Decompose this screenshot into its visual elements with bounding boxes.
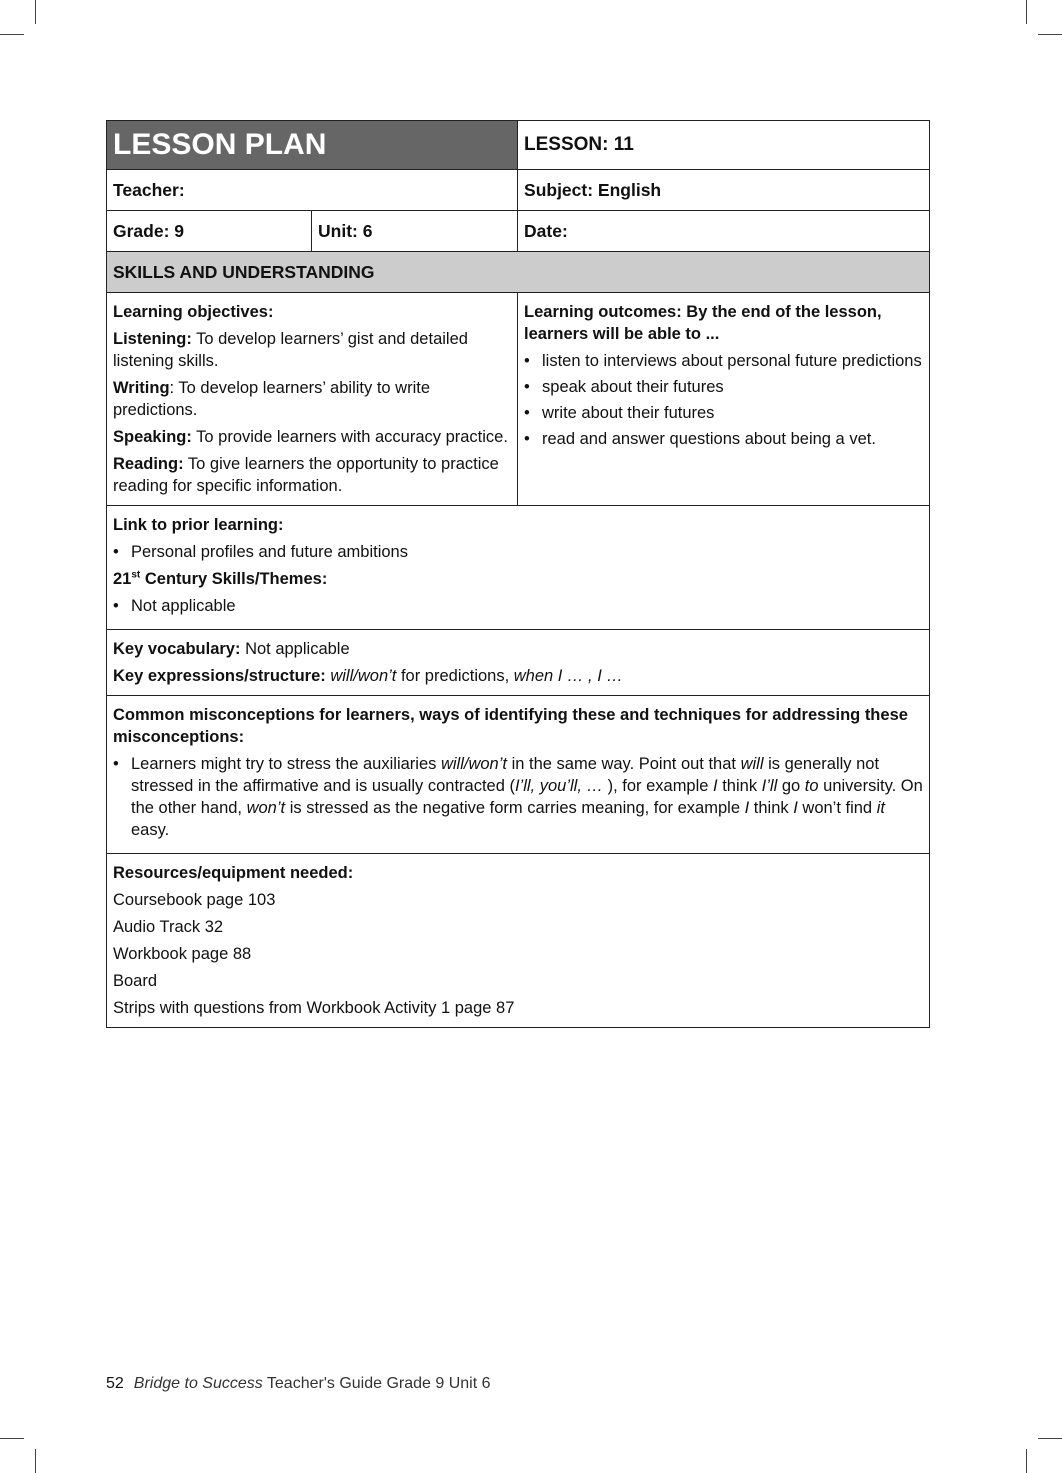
date-field: Date: — [518, 211, 930, 252]
prior-learning — [107, 506, 930, 630]
century-skills-heading: 21st Century Skills/Themes: — [113, 569, 328, 588]
page-number: 52 — [106, 1375, 124, 1392]
objective-listening: Listening: To develop learners’ gist and detailed listening skills. — [113, 330, 468, 370]
objectives-heading: Learning objectives: — [113, 303, 274, 321]
resource-item: Workbook page 88 — [113, 945, 252, 963]
misconceptions-heading: Common misconceptions for learners, ways of identifying these and techniques for addressing these misconceptions: — [113, 706, 908, 746]
unit-field: Unit: 6 — [312, 211, 518, 252]
crop-mark — [35, 0, 36, 24]
learning-outcomes — [518, 293, 930, 506]
crop-mark — [0, 1438, 24, 1439]
skills-section-heading: SKILLS AND UNDERSTANDING — [107, 252, 930, 293]
misconceptions-list — [113, 753, 923, 841]
list-item: • Learners might try to stress the auxiliaries will/won’t in the same way. Point out that will is generally not stressed in the affirmative and is usually contracted (I’ll, you’ll, … ), for example I think I’ll go to university. On the other hand, won’t is stressed as the negative form carries meaning, for example I think I won’t find it easy. — [113, 753, 923, 841]
teacher-field: Teacher: — [107, 170, 518, 211]
lesson-plan-title: LESSON PLAN — [107, 121, 518, 170]
expressions-line: Key expressions/structure: will/won’t for predictions, when I … , I … — [113, 667, 623, 685]
book-title: Bridge to Success — [133, 1375, 263, 1392]
misconceptions — [107, 696, 930, 854]
outcomes-heading: Learning outcomes: By the end of the lesson, learners will be able to ... — [524, 303, 882, 343]
grade-field: Grade: 9 — [107, 211, 312, 252]
objective-writing: Writing: To develop learners’ ability to write predictions. — [113, 379, 430, 419]
lesson-number: LESSON: 11 — [518, 121, 930, 170]
list-item: • Personal profiles and future ambitions — [113, 541, 923, 563]
resource-item: Coursebook page 103 — [113, 891, 276, 909]
crop-mark — [1038, 1438, 1062, 1439]
list-item: • Not applicable — [113, 595, 923, 617]
crop-mark — [1026, 1449, 1027, 1473]
crop-mark — [1026, 0, 1027, 24]
crop-mark — [35, 1449, 36, 1473]
objective-reading: Reading: To give learners the opportunity to practice reading for specific information. — [113, 455, 499, 495]
list-item: • speak about their futures — [524, 376, 923, 398]
outcomes-list — [524, 350, 923, 450]
crop-mark — [1038, 34, 1062, 35]
key-vocabulary — [107, 630, 930, 696]
resource-item: Strips with questions from Workbook Activity 1 page 87 — [113, 999, 515, 1017]
vocabulary-line: Key vocabulary: Not applicable — [113, 640, 350, 658]
subject-field: Subject: English — [518, 170, 930, 211]
century-skills-list — [113, 595, 923, 617]
objective-speaking: Speaking: To provide learners with accuracy practice. — [113, 428, 508, 446]
list-item: • listen to interviews about personal future predictions — [524, 350, 923, 372]
resources-heading: Resources/equipment needed: — [113, 864, 354, 882]
resources — [107, 854, 930, 1028]
list-item: • write about their futures — [524, 402, 923, 424]
learning-objectives — [107, 293, 518, 506]
lesson-plan-table — [106, 120, 930, 1028]
crop-mark — [0, 34, 24, 35]
prior-learning-heading: Link to prior learning: — [113, 516, 284, 534]
list-item: • read and answer questions about being a vet. — [524, 428, 923, 450]
resource-item: Board — [113, 972, 158, 990]
footer-text: Teacher's Guide Grade 9 Unit 6 — [262, 1375, 491, 1392]
page-footer — [106, 1375, 491, 1393]
resource-item: Audio Track 32 — [113, 918, 224, 936]
prior-learning-list — [113, 541, 923, 563]
